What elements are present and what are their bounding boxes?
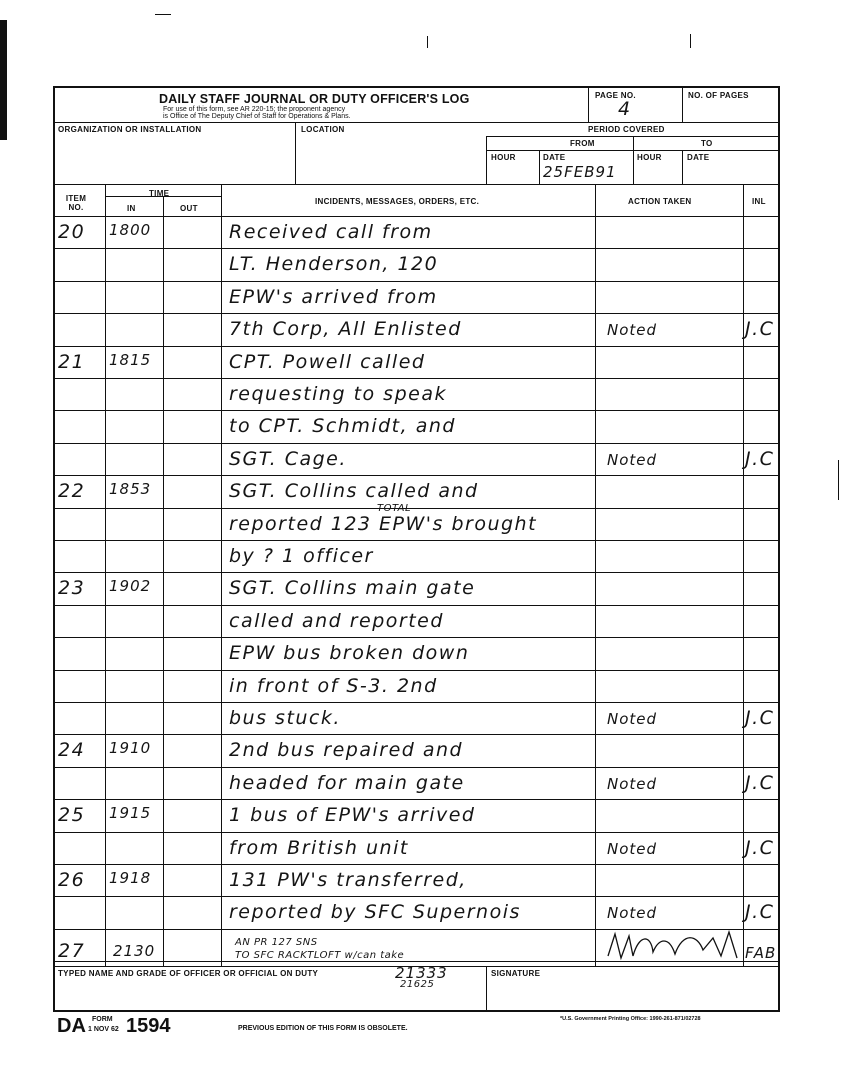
duty-time-1: 21333 — [395, 964, 448, 982]
entry-text: EPW's arrived from — [229, 286, 438, 308]
form-number: 1594 — [126, 1015, 171, 1037]
item-no-header: ITEM NO. — [65, 194, 87, 212]
time-in: 1915 — [109, 804, 152, 822]
to-label: TO — [701, 139, 713, 148]
gpo-note: *U.S. Government Printing Office: 1990-261-871/02728 — [560, 1016, 701, 1022]
action-taken: Noted — [607, 321, 658, 339]
signature-label: SIGNATURE — [491, 969, 541, 978]
period-covered-label: PERIOD COVERED — [588, 125, 665, 134]
entry-text: Received call from — [229, 221, 433, 243]
scan-speck — [838, 460, 839, 500]
scan-speck — [427, 36, 428, 48]
initials: J.C — [745, 901, 775, 923]
time-in: 1853 — [109, 480, 152, 498]
entry-text: bus stuck. — [229, 707, 341, 729]
item-number: 24 — [58, 739, 86, 761]
page-no-label: PAGE NO. — [595, 91, 636, 100]
scan-speck — [155, 14, 171, 15]
item-number: 21 — [58, 351, 86, 373]
entry-text: called and reported — [229, 610, 444, 632]
duty-time-2: 21625 — [400, 979, 435, 990]
no-of-pages-label: NO. OF PAGES — [688, 91, 749, 100]
entry-text: headed for main gate — [229, 772, 465, 794]
item-number: 25 — [58, 804, 86, 826]
entry-text: CPT. Powell called — [229, 351, 426, 373]
journal-form — [53, 86, 780, 1012]
entry-text: SGT. Collins called and — [229, 480, 479, 502]
entry-27-line-1: AN PR 127 SNS — [235, 937, 318, 948]
time-in-header: IN — [127, 204, 136, 213]
location-label: LOCATION — [301, 125, 345, 134]
action-taken: Noted — [607, 775, 658, 793]
initials: J.C — [745, 837, 775, 859]
organization-label: ORGANIZATION OR INSTALLATION — [58, 125, 202, 134]
entry-text: 2nd bus repaired and — [229, 739, 464, 761]
previous-edition-note: PREVIOUS EDITION OF THIS FORM IS OBSOLETE. — [238, 1025, 408, 1032]
initials: J.C — [745, 707, 775, 729]
signature-scribble — [603, 928, 753, 964]
entry-27-line-2: TO SFC RACKTLOFT w/can take — [235, 950, 405, 961]
column-rule — [595, 184, 596, 966]
da-mark: DA — [57, 1015, 86, 1037]
entry-text: SGT. Collins main gate — [229, 577, 476, 599]
form-subtitle-1: For use of this form, see AR 220-15; the proponent agency — [163, 106, 346, 113]
time-in: 1815 — [109, 351, 152, 369]
initials: J.C — [745, 772, 775, 794]
entry-text: reported by SFC Supernois — [229, 901, 521, 923]
entry-text: requesting to speak — [229, 383, 447, 405]
from-hour-label: HOUR — [491, 153, 516, 162]
entry-text: reported 123 EPW's brought — [229, 513, 538, 535]
form-title: DAILY STAFF JOURNAL OR DUTY OFFICER'S LOG — [159, 92, 470, 106]
from-date-value: 25FEB91 — [543, 163, 617, 181]
form-label: FORM — [92, 1016, 113, 1023]
time-in-27: 2130 — [113, 942, 156, 960]
column-rule — [221, 184, 222, 966]
entry-text: 131 PW's transferred, — [229, 869, 467, 891]
entry-text: to CPT. Schmidt, and — [229, 415, 456, 437]
from-date-label: DATE — [543, 153, 566, 162]
entry-text: 7th Corp, All Enlisted — [229, 318, 462, 340]
time-in: 1910 — [109, 739, 152, 757]
action-taken-header: ACTION TAKEN — [628, 197, 692, 206]
entry-text: by ? 1 officer — [229, 545, 374, 567]
typed-name-label: TYPED NAME AND GRADE OF OFFICER OR OFFICIAL ON DUTY — [58, 969, 319, 978]
time-out-header: OUT — [180, 204, 198, 213]
time-in: 1918 — [109, 869, 152, 887]
action-taken: Noted — [607, 840, 658, 858]
page-no-value: 4 — [618, 98, 632, 120]
item-27: 27 — [58, 940, 86, 962]
column-rule — [743, 184, 744, 966]
initials: J.C — [745, 318, 775, 340]
from-label: FROM — [570, 139, 595, 148]
item-number: 23 — [58, 577, 86, 599]
entry-text: in front of S-3. 2nd — [229, 675, 438, 697]
time-in: 1902 — [109, 577, 152, 595]
action-taken: Noted — [607, 904, 658, 922]
scan-edge-mark — [0, 20, 7, 140]
form-subtitle-2: is Office of The Deputy Chief of Staff for Operations & Plans. — [163, 113, 351, 120]
form-date: 1 NOV 62 — [88, 1026, 119, 1033]
entry-text: EPW bus broken down — [229, 642, 470, 664]
scan-speck — [690, 34, 691, 48]
total-annotation: TOTAL — [377, 503, 412, 514]
to-date-label: DATE — [687, 153, 710, 162]
to-hour-label: HOUR — [637, 153, 662, 162]
entry-text: LT. Henderson, 120 — [229, 253, 439, 275]
action-taken: Noted — [607, 451, 658, 469]
entry-text: SGT. Cage. — [229, 448, 347, 470]
item-number: 22 — [58, 480, 86, 502]
initials-header: INL — [752, 197, 766, 206]
entry-text: from British unit — [229, 837, 409, 859]
item-number: 20 — [58, 221, 86, 243]
item-number: 26 — [58, 869, 86, 891]
incidents-header: INCIDENTS, MESSAGES, ORDERS, ETC. — [315, 197, 480, 206]
column-rule — [163, 196, 164, 966]
initials: J.C — [745, 448, 775, 470]
time-in: 1800 — [109, 221, 152, 239]
time-header: TIME — [149, 189, 170, 198]
initials-27: FAB — [745, 944, 777, 962]
entry-text: 1 bus of EPW's arrived — [229, 804, 476, 826]
action-taken: Noted — [607, 710, 658, 728]
column-rule — [105, 184, 106, 966]
